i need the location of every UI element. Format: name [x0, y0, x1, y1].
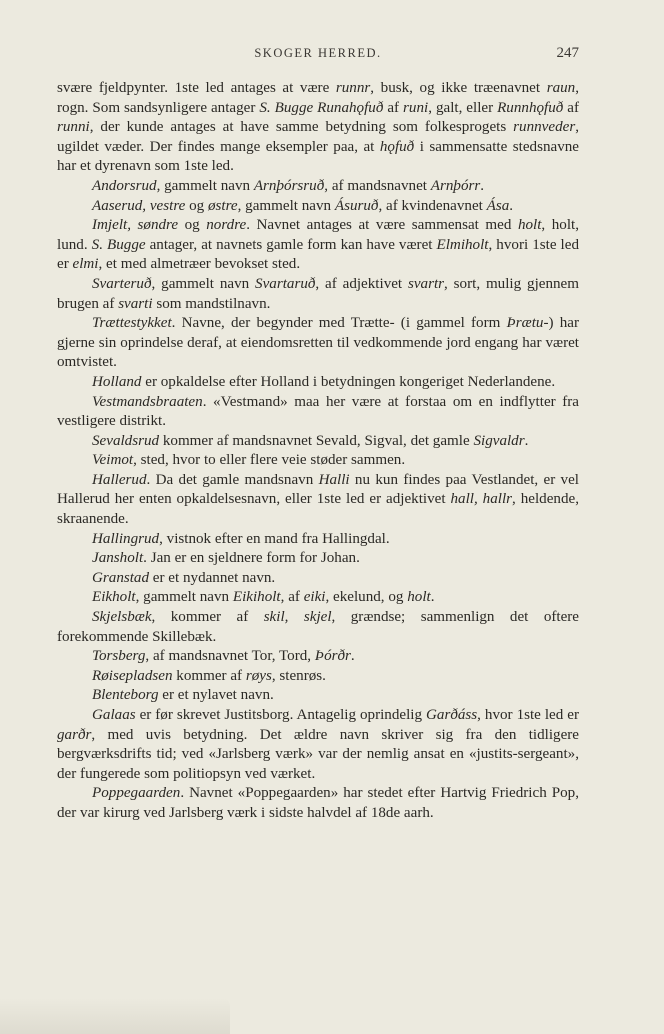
italic-term: Svartaruð — [255, 275, 316, 292]
text-run: , af mandsnavnet Tor, Tord, — [145, 648, 315, 665]
italic-term: Andorsrud — [92, 177, 157, 194]
italic-term: skil, skjel — [263, 609, 332, 626]
text-run: , med uvis betydning. Det ældre navn skriver sig fra den tidligere bergværksdrifts tid; ved «Jarlsberg værk» var der nemlig ansat en «justits-sergeant», der fungerede som politiopsyn ved værket. — [57, 726, 579, 782]
text-run: af — [563, 99, 580, 116]
page-edge-shadow — [0, 998, 230, 1034]
italic-term: S. Bugge — [91, 236, 146, 253]
text-run: , ugildet væder. Der findes mange eksempler paa, at — [57, 119, 579, 155]
text-run: og — [185, 197, 208, 214]
paragraph — [57, 216, 579, 275]
italic-term: runi — [403, 99, 429, 116]
paragraph — [57, 588, 579, 608]
italic-term: Galaas — [92, 707, 136, 723]
italic-term: Jansholt — [92, 550, 144, 567]
text-run: , af kvindenavnet — [378, 197, 487, 214]
italic-term: Aaserud, vestre — [92, 197, 186, 214]
paragraph — [57, 314, 579, 373]
text-run: , stenrøs. — [271, 667, 326, 684]
italic-term: Arnþórr — [430, 177, 481, 194]
italic-term: Þórðr — [314, 648, 351, 665]
italic-term: Elmiholt — [436, 236, 489, 253]
paragraph — [57, 784, 579, 823]
paragraph — [57, 706, 579, 784]
text-run: . — [430, 589, 435, 606]
text-run: . — [509, 197, 514, 214]
paragraph — [57, 177, 579, 197]
italic-term: S. Bugge Runahǫfuð — [259, 99, 384, 116]
italic-term: nordre — [206, 217, 247, 234]
text-run: , et med almetræer bevokset sted. — [98, 256, 301, 273]
text-run: , rogn. Som sandsynligere antager — [57, 80, 579, 116]
italic-term: Blenteborg — [92, 687, 159, 704]
text-run: , kommer af — [151, 609, 264, 626]
text-run: , af mandsnavnet — [324, 177, 431, 194]
italic-term: Torsberg — [92, 648, 146, 665]
paragraph — [57, 667, 579, 687]
italic-term: Ásuruð — [334, 197, 379, 214]
italic-term: hall, hallr — [450, 491, 513, 508]
paragraph — [57, 549, 579, 569]
paragraph — [57, 569, 579, 589]
italic-term: svartr — [407, 275, 445, 292]
body-text — [57, 79, 579, 824]
text-run: . «Vestmand» maa her være at forstaa om en indflytter fra vestligere distrikt. — [57, 393, 579, 430]
italic-term: Vestmandsbraaten — [92, 393, 203, 410]
paragraph — [57, 393, 579, 432]
paragraph — [57, 275, 579, 314]
italic-term: holt — [407, 589, 431, 606]
text-run: . Da det gamle mandsnavn — [146, 471, 319, 488]
italic-term: Imjelt, søndre — [92, 217, 179, 234]
italic-term: garðr — [57, 726, 92, 743]
paragraph — [57, 432, 579, 452]
text-run: antager, at navnets gamle form kan have været — [145, 236, 437, 253]
italic-term: eiki — [303, 589, 326, 606]
italic-term: Sigvaldr — [473, 432, 525, 449]
paragraph — [57, 373, 579, 393]
italic-term: elmi — [72, 256, 99, 273]
text-run: . Navnet «Poppegaarden» har stedet efter Hartvig Friedrich Pop, der var kirurg ved Jarlsberg værk i sidste halvdel af 18de aarh. — [57, 785, 579, 821]
text-run: , gammelt navn — [156, 177, 254, 194]
italic-term: Halli — [318, 471, 350, 488]
text-run: , ekelund, og — [325, 589, 408, 606]
italic-term: holt — [517, 217, 542, 234]
italic-term: Sevaldsrud — [92, 432, 160, 449]
text-run: , grændse; sammenlign det oftere forekommende Skillebæk. — [57, 609, 580, 645]
text-run: , der kunde antages at have samme betydning som folkesprogets — [89, 119, 514, 136]
italic-term: Ása — [486, 197, 510, 214]
paragraph — [57, 608, 579, 647]
text-run: . — [524, 432, 529, 449]
italic-term: røys — [245, 667, 272, 684]
italic-term: Holland — [92, 373, 142, 390]
text-run: kommer af — [172, 667, 246, 684]
text-run: , busk, og ikke træenavnet — [370, 80, 547, 96]
text-run: nu kun findes paa Vestlandet, er vel Hallerud her enten opkaldelsesnavn, eller 1ste led er adjektivet — [57, 471, 579, 508]
text-run: , holt, lund. — [57, 217, 579, 253]
italic-term: østre — [207, 197, 238, 214]
page-header — [57, 46, 579, 66]
text-run: og — [178, 217, 207, 234]
text-run: som mandstilnavn. — [152, 295, 271, 312]
italic-term: svarti — [118, 295, 153, 312]
paragraph — [57, 647, 579, 667]
italic-term: raun — [546, 80, 576, 96]
text-run: . Jan er en sjeldnere form for Johan. — [143, 550, 360, 567]
text-run: af — [383, 99, 404, 116]
italic-term: Eikiholt — [232, 589, 281, 606]
text-run: , af — [280, 589, 304, 606]
italic-term: Poppegaarden — [92, 785, 181, 802]
text-run: , gammelt navn — [237, 197, 335, 214]
italic-term: Veimot — [92, 452, 134, 469]
italic-term: Trættestykket — [92, 315, 172, 332]
text-run: er et nylavet navn. — [158, 687, 274, 704]
text-run: . — [350, 648, 355, 665]
text-run: , vistnok efter en mand fra Hallingdal. — [159, 530, 390, 547]
italic-term: Þrætu- — [506, 315, 549, 332]
text-run: , galt, eller — [428, 99, 498, 116]
italic-term: Svarteruð — [92, 275, 152, 292]
paragraph — [57, 686, 579, 706]
text-run: , sort, mulig gjennem brugen af — [57, 275, 579, 312]
italic-term: Granstad — [92, 569, 150, 586]
text-run: ) har gjerne sin oprindelse deraf, at eiendomsretten til vedkommende jord engang har været omtvistet. — [57, 315, 579, 371]
paragraph — [57, 471, 579, 530]
italic-term: Hallerud — [92, 471, 147, 488]
italic-term: runnr — [335, 80, 371, 96]
text-run: er opkaldelse efter Holland i betydningen kongeriget Nederlandene. — [141, 373, 556, 390]
text-run: , gammelt navn — [151, 275, 256, 292]
text-run: kommer af mandsnavnet Sevald, Sigval, det gamle — [159, 432, 474, 449]
text-run: , hvori 1ste led er — [57, 236, 579, 273]
paragraph — [57, 197, 579, 217]
text-run: , af adjektivet — [315, 275, 408, 292]
italic-term: Garðáss — [426, 707, 478, 723]
text-run: er før skrevet Justitsborg. Antagelig oprindelig — [135, 707, 426, 723]
italic-term: runnveder — [513, 119, 576, 136]
text-run: i sammensatte stedsnavne har et dyrenavn som 1ste led. — [57, 138, 580, 175]
text-run: , gammelt navn — [135, 589, 233, 606]
text-run: , heldende, skraanende. — [57, 491, 579, 528]
italic-term: Hallingrud — [92, 530, 160, 547]
paragraph — [57, 530, 579, 550]
text-run: er et nydannet navn. — [149, 569, 276, 586]
text-run: svære fjeldpynter. 1ste led antages at være — [57, 80, 336, 96]
text-run: , sted, hvor to eller flere veie støder sammen. — [133, 452, 406, 469]
italic-term: hǫfuð — [379, 138, 415, 155]
text-run: , hvor 1ste led er — [477, 707, 579, 723]
text-run: . Navne, der begynder med Trætte- (i gammel form — [171, 315, 507, 332]
text-run: . — [480, 177, 485, 194]
italic-term: Runnhǫfuð — [497, 99, 564, 116]
italic-term: Eikholt — [92, 589, 136, 606]
italic-term: runni — [57, 119, 90, 136]
paragraph — [57, 79, 579, 177]
text-run: . Navnet antages at være sammensat med — [246, 217, 518, 234]
italic-term: Skjelsbæk — [92, 609, 152, 626]
paragraph — [57, 451, 579, 471]
italic-term: Arnþórsruð — [253, 177, 325, 194]
running-head: SKOGER HERRED. — [254, 46, 382, 60]
italic-term: Røisepladsen — [92, 667, 173, 684]
page-number: 247 — [556, 45, 579, 61]
